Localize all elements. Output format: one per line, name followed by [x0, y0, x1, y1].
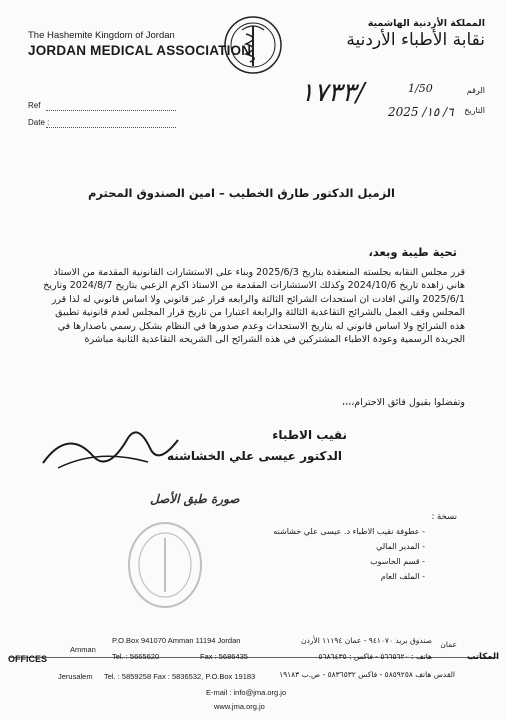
copy-item: - الملف العام: [380, 572, 425, 581]
email-address: E-mail : info@jma.org.jo: [206, 688, 287, 697]
amman-tel-en: Tel. : 5665620: [112, 652, 160, 661]
copies-label: نسخة :: [431, 512, 457, 522]
date-dotted-line: [46, 127, 176, 128]
website-address: www.jma.org.jo: [214, 702, 265, 711]
offices-label-ar: المكاتب: [466, 652, 499, 662]
amman-tel-ar: هاتف : ٥٦٦٥٦٢٠ - فاكس : ٥٦٨٦٤٣٥: [318, 652, 432, 661]
amman-label-en: Amman: [70, 645, 96, 654]
closing: وتفضلوا بقبول فائق الاحترام،،،،: [342, 397, 465, 408]
seal-icon: [125, 520, 205, 614]
kingdom-name-ar: المملكة الأردنية الهاشمية: [367, 18, 485, 29]
signature-title: نقيب الاطباء: [272, 428, 347, 442]
number-label-ar: الرقم: [466, 86, 485, 95]
jerusalem-contact-ar: القدس هاتف ٥٨٥٩٢٥٨ - فاكس ٥٨٣٦٥٣٢ - ص.ب ١٩١٨٣: [279, 670, 455, 679]
body-paragraph: قرر مجلس النقابه بجلسته المنعقدة بتاريخ 2025/6/3 وبناء على الاستشارات القانونية المقدمة من الاستاذ هاني زاهدة تاريخ 2024/10/6 وكذلك الاستشارات المقدمة من الاستاذ اكرم الزعبي بتاريخ 2024/8/7 وتاريخ 2025/6/1 والتي افادت ان استحداث الشرائح الثالثة والرابعه قرار غير قانوني ولا اساس قانوني له لذا قرر المجلس وقف العمل بالشرائح التقاعدية الثالثة والرابعة اعتبارا من تاريخ قرار المجلس لعدم قانونية تطبيق هذه الشرائح ولا اساس قانوني له بتاريخ الاستحداث وعدم صدورها في النظام بشكل رسمي باصدارها في الجريدة الرسمية وعودة الاطباء المشتركين في هذه الشرائح الى الشريحه التقاعدية الثانية مباشرة: [43, 267, 465, 346]
copy-item: - المدير المالي: [376, 542, 425, 551]
kingdom-name-en: The Hashemite Kingdom of Jordan: [28, 30, 175, 41]
association-name-ar: نقابة الأطباء الأردنية: [346, 30, 485, 50]
handwritten-date: 2025 /٦/ ١٥: [388, 105, 454, 119]
handwritten-number-prefix: 1/50: [408, 82, 433, 95]
date-label-ar: التاريخ: [464, 106, 485, 115]
amman-label-ar: عمان: [440, 640, 457, 649]
association-name-en: JORDAN MEDICAL ASSOCIATION: [28, 43, 252, 58]
offices-label-en: OFFICES: [8, 654, 48, 664]
amman-po-box-en: P.O.Box 941070 Amman 11194 Jordan: [112, 636, 241, 645]
addressee: الزميل الدكتور طارق الخطيب – امين الصندوق المحترم: [87, 186, 395, 200]
ref-label: Ref: [28, 101, 41, 110]
copy-item: - عطوفة نقيب الاطباء د. عيسى علي خشاشنه: [273, 527, 425, 536]
signature-scribble: [38, 418, 188, 482]
certified-copy-stamp: صورة طبق الأصل: [150, 492, 240, 506]
amman-fax-en: Fax : 5686435: [200, 652, 248, 661]
ref-field: [28, 101, 40, 110]
jerusalem-label-en: Jerusalem: [58, 672, 93, 681]
handwritten-number: ١٧٣٣/: [300, 78, 365, 108]
ref-dotted-line: [46, 110, 176, 111]
jerusalem-contact-en: Tel. : 5859258 Fax : 5836532, P.O.Box 19183: [104, 672, 256, 681]
date-label: Date :: [28, 118, 50, 127]
date-field: [28, 118, 49, 127]
amman-po-box-ar: صندوق بريد ٩٤١٠٧٠ - عمان ١١١٩٤ الأردن: [300, 636, 432, 645]
greeting: تحية طيبة وبعد،: [368, 245, 457, 259]
signature-name: الدكتور عيسى علي الخشاشنه: [166, 449, 342, 463]
copy-item: - قسم الحاسوب: [370, 557, 425, 566]
